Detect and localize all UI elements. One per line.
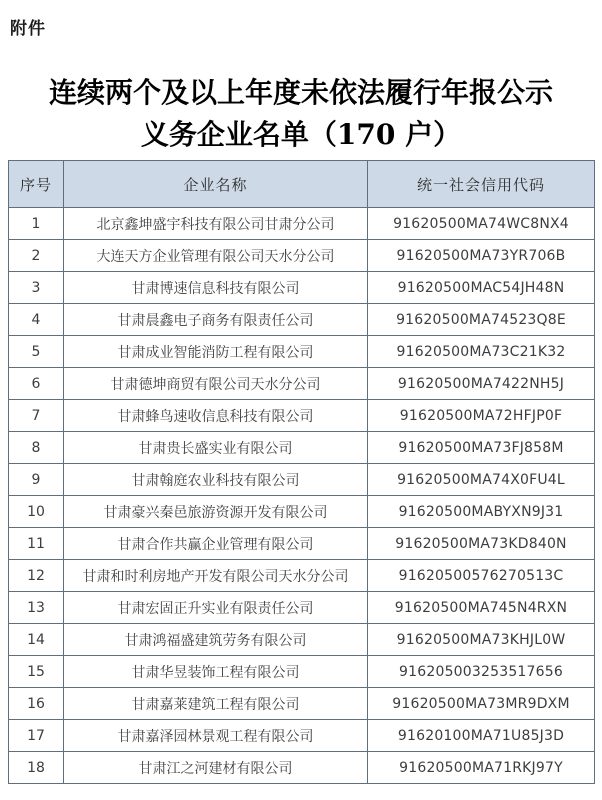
attachment-label: 附件 (10, 19, 46, 39)
table-row (9, 496, 595, 528)
company-name-cell: 甘肃合作共赢企业管理有限公司 (64, 528, 368, 560)
credit-code-cell: 91620500576270513C (368, 560, 595, 592)
company-name-cell: 甘肃华昱装饰工程有限公司 (64, 656, 368, 688)
seq-cell: 10 (9, 496, 64, 528)
seq-cell: 2 (9, 240, 64, 272)
credit-code-cell: 91620500MA73KD840N (368, 528, 595, 560)
table-row (9, 528, 595, 560)
table-row (9, 240, 595, 272)
company-name-cell: 甘肃成业智能消防工程有限公司 (64, 336, 368, 368)
seq-cell: 14 (9, 624, 64, 656)
credit-code-cell: 91620500MA73C21K32 (368, 336, 595, 368)
seq-cell: 13 (9, 592, 64, 624)
credit-code-cell: 91620500MA73FJ858M (368, 432, 595, 464)
credit-code-cell: 91620500MA73YR706B (368, 240, 595, 272)
column-header-credit-code: 统一社会信用代码 (368, 161, 595, 208)
seq-cell: 12 (9, 560, 64, 592)
credit-code-cell: 91620500MA71RKJ97Y (368, 752, 595, 784)
seq-cell: 3 (9, 272, 64, 304)
table-row (9, 656, 595, 688)
credit-code-cell: 91620500MA73MR9DXM (368, 688, 595, 720)
table-row (9, 688, 595, 720)
table-row (9, 208, 595, 240)
company-name-cell: 甘肃翰庭农业科技有限公司 (64, 464, 368, 496)
credit-code-cell: 91620500MA745N4RXN (368, 592, 595, 624)
table-row (9, 400, 595, 432)
company-name-cell: 甘肃和时利房地产开发有限公司天水分公司 (64, 560, 368, 592)
column-header-seq: 序号 (9, 161, 64, 208)
seq-cell: 6 (9, 368, 64, 400)
credit-code-cell: 91620500MA72HFJP0F (368, 400, 595, 432)
document-title (0, 72, 602, 156)
company-name-cell: 大连天方企业管理有限公司天水分公司 (64, 240, 368, 272)
table-row (9, 752, 595, 784)
seq-cell: 11 (9, 528, 64, 560)
table-row (9, 560, 595, 592)
credit-code-cell: 91620500MAC54JH48N (368, 272, 595, 304)
seq-cell: 15 (9, 656, 64, 688)
seq-cell: 7 (9, 400, 64, 432)
company-name-cell: 甘肃德坤商贸有限公司天水分公司 (64, 368, 368, 400)
company-name-cell: 甘肃嘉泽园林景观工程有限公司 (64, 720, 368, 752)
seq-cell: 9 (9, 464, 64, 496)
company-name-cell: 甘肃嘉莱建筑工程有限公司 (64, 688, 368, 720)
credit-code-cell: 91620500MABYXN9J31 (368, 496, 595, 528)
credit-code-cell: 91620500MA73KHJL0W (368, 624, 595, 656)
table-row (9, 304, 595, 336)
seq-cell: 4 (9, 304, 64, 336)
table-row (9, 624, 595, 656)
company-name-cell: 北京鑫坤盛宇科技有限公司甘肃分公司 (64, 208, 368, 240)
company-name-cell: 甘肃鸿福盛建筑劳务有限公司 (64, 624, 368, 656)
document-title-line1: 连续两个及以上年度未依法履行年报公示 (48, 76, 553, 109)
company-name-cell: 甘肃江之河建材有限公司 (64, 752, 368, 784)
company-name-cell: 甘肃晨鑫电子商务有限责任公司 (64, 304, 368, 336)
seq-cell: 1 (9, 208, 64, 240)
table-row (9, 432, 595, 464)
table-body (9, 208, 595, 784)
credit-code-cell: 91620500MA74X0FU4L (368, 464, 595, 496)
document-title-line2: 义务企业名单（170 户） (140, 118, 462, 151)
credit-code-cell: 91620100MA71U85J3D (368, 720, 595, 752)
credit-code-cell: 91620500MA74WC8NX4 (368, 208, 595, 240)
table-row (9, 720, 595, 752)
table-header-row (9, 161, 595, 208)
credit-code-cell: 91620500MA74523Q8E (368, 304, 595, 336)
company-name-cell: 甘肃蜂鸟速收信息科技有限公司 (64, 400, 368, 432)
credit-code-cell: 916205003253517656 (368, 656, 595, 688)
seq-cell: 18 (9, 752, 64, 784)
seq-cell: 16 (9, 688, 64, 720)
column-header-company-name: 企业名称 (64, 161, 368, 208)
company-name-cell: 甘肃宏固正升实业有限责任公司 (64, 592, 368, 624)
table-row (9, 336, 595, 368)
table-row (9, 272, 595, 304)
seq-cell: 8 (9, 432, 64, 464)
table-row (9, 368, 595, 400)
seq-cell: 5 (9, 336, 64, 368)
company-table (8, 160, 595, 784)
table-row (9, 592, 595, 624)
table-row (9, 464, 595, 496)
table-header (9, 161, 595, 208)
company-name-cell: 甘肃博速信息科技有限公司 (64, 272, 368, 304)
credit-code-cell: 91620500MA7422NH5J (368, 368, 595, 400)
company-name-cell: 甘肃豪兴秦邑旅游资源开发有限公司 (64, 496, 368, 528)
seq-cell: 17 (9, 720, 64, 752)
company-name-cell: 甘肃贵长盛实业有限公司 (64, 432, 368, 464)
